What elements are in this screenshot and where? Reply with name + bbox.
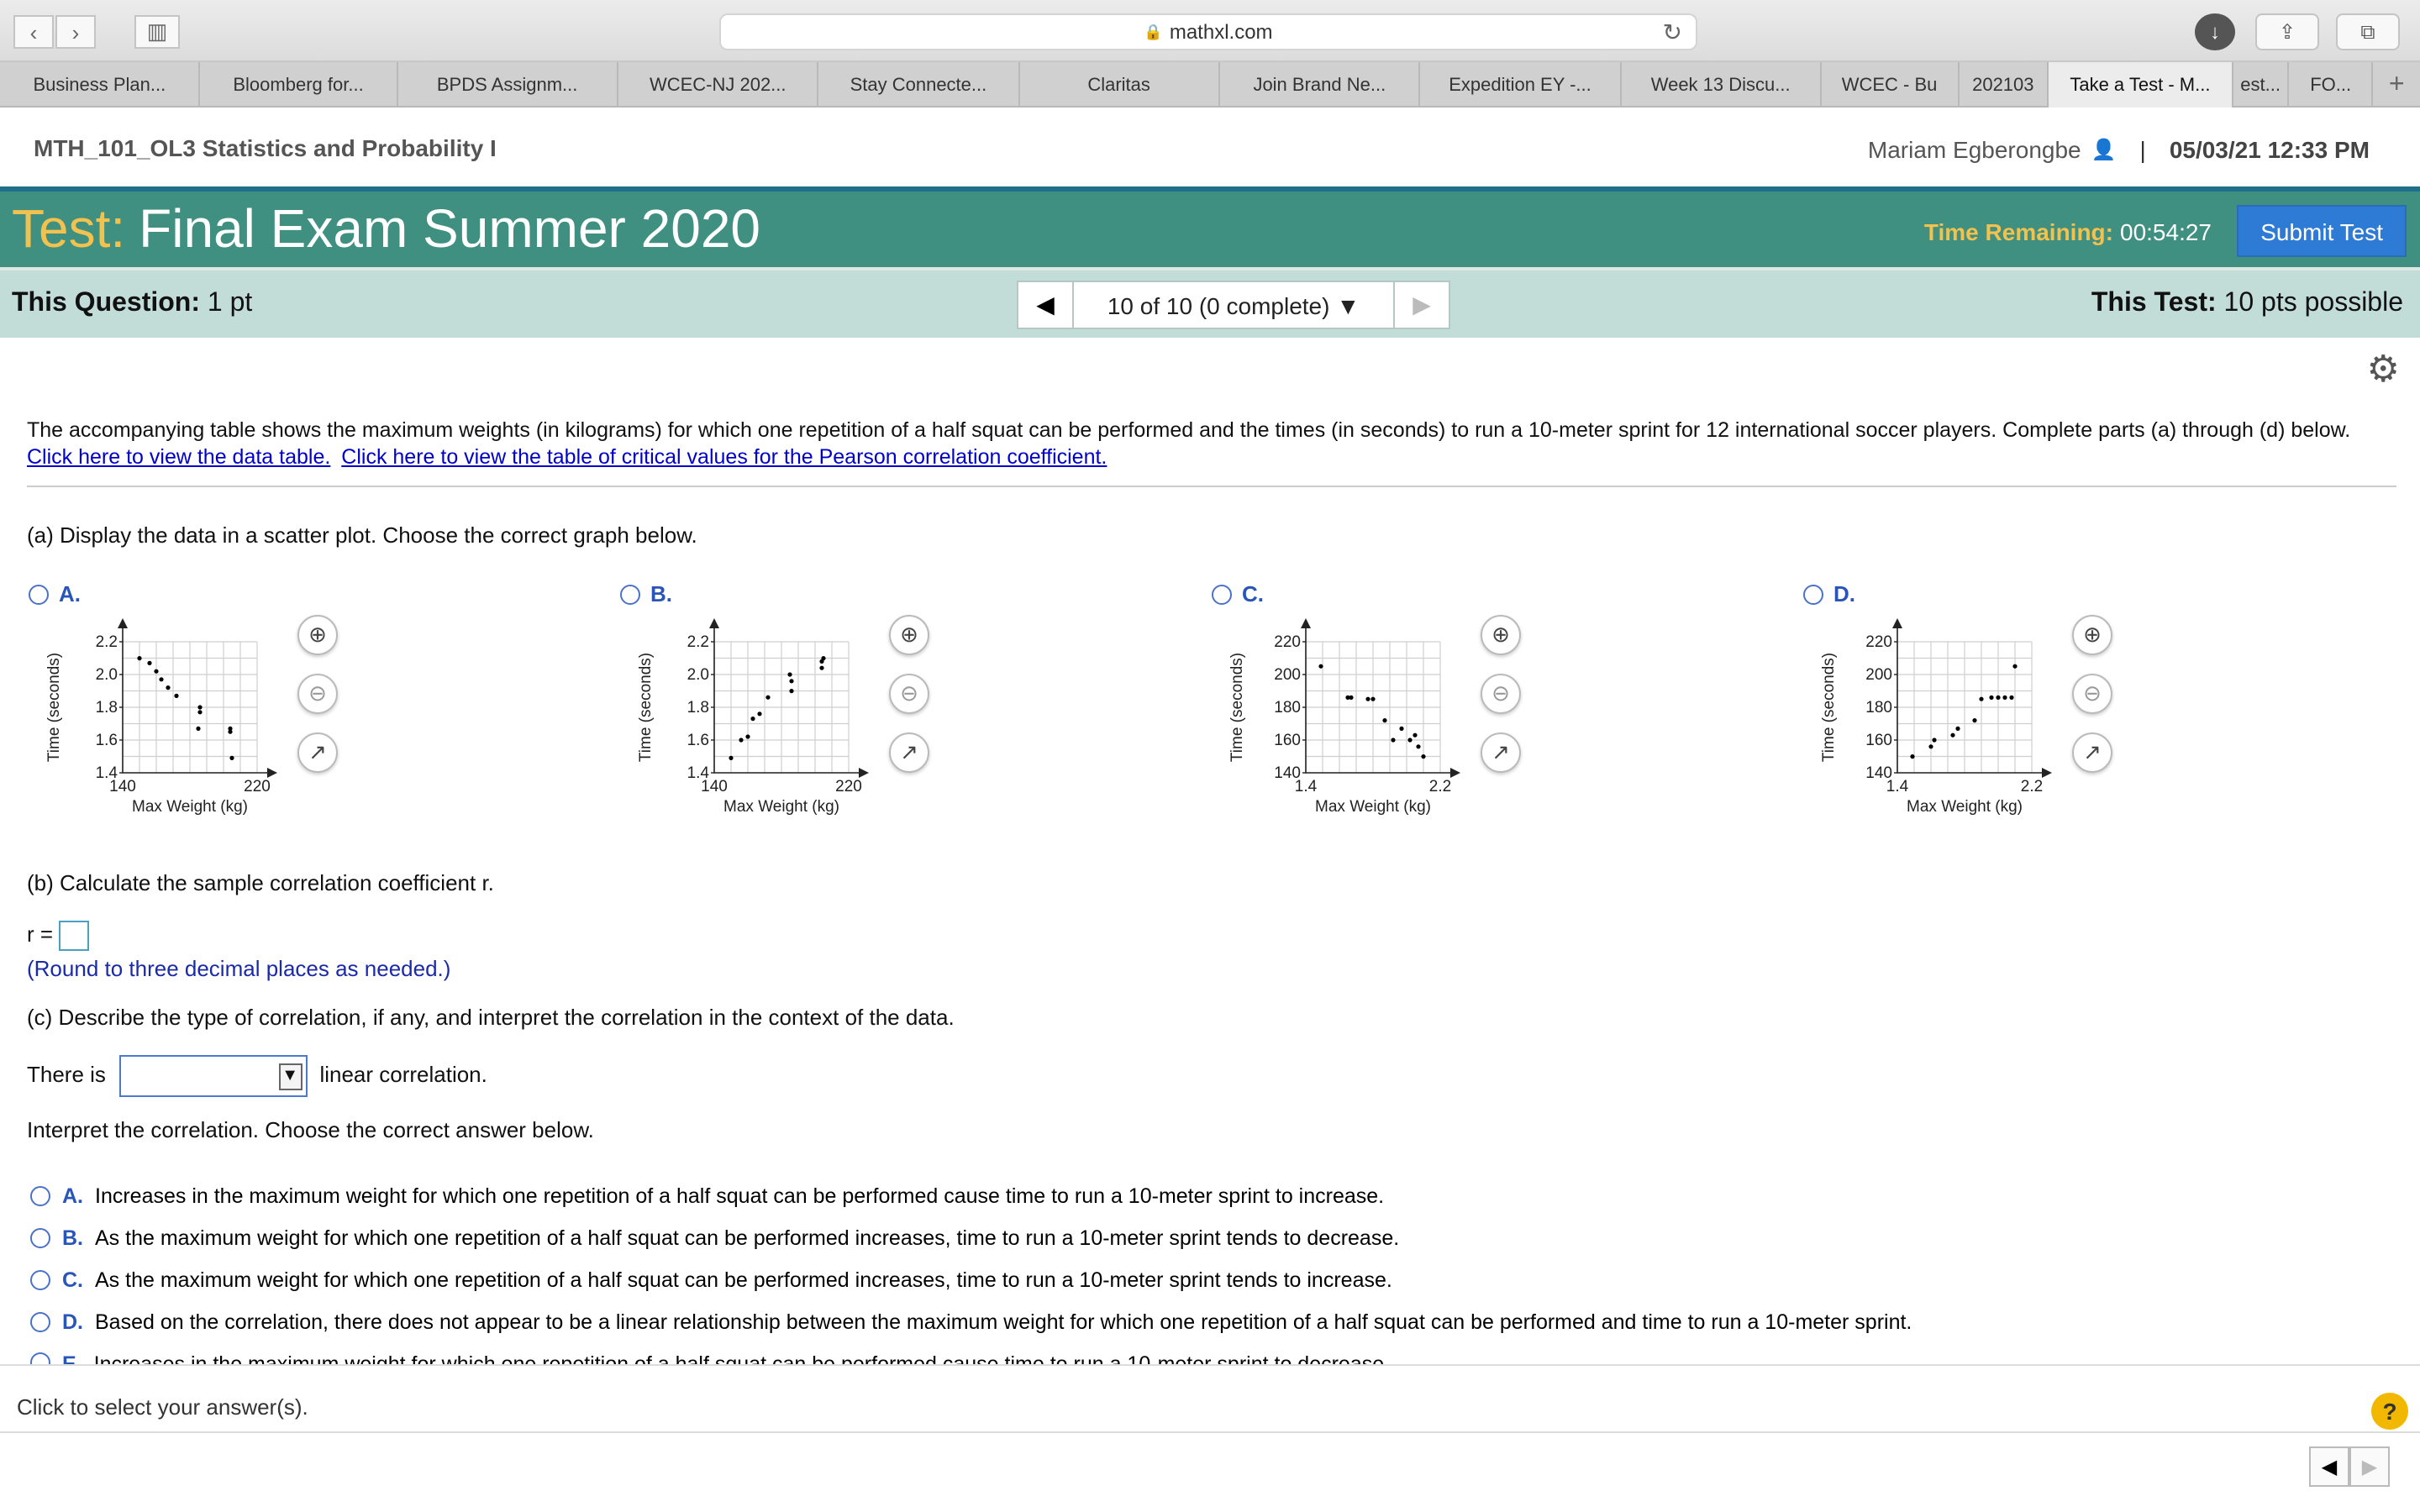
graph-option-d <box>1803 581 2139 850</box>
interpretation-radio[interactable] <box>30 1186 50 1206</box>
scatter-point <box>1950 733 1954 738</box>
scatter-point <box>1382 718 1386 722</box>
x-axis-label: Max Weight (kg) <box>1315 798 1431 816</box>
scatter-point <box>1413 733 1417 738</box>
x-tick-label: 220 <box>244 778 271 795</box>
linear-correlation-label: linear correlation. <box>319 1061 487 1087</box>
y-tick-label: 1.6 <box>95 732 118 749</box>
scatter-point <box>1910 754 1914 759</box>
open-external-icon[interactable]: ↗ <box>889 732 929 773</box>
interpret-prompt: Interpret the correlation. Choose the correct answer below. <box>27 1117 594 1142</box>
browser-tab[interactable]: Expedition EY -... <box>1421 62 1622 108</box>
scatter-point <box>757 711 761 716</box>
y-tick-label: 200 <box>1274 666 1301 684</box>
interpretation-text: Based on the correlation, there does not appear to be a linear relationship between the maximum weight for which one repetition of a half squat can be performed and time to run a 10-meter sprint. <box>95 1310 1912 1334</box>
interpretation-letter: B. <box>62 1226 83 1250</box>
browser-tab[interactable]: Stay Connecte... <box>819 62 1020 108</box>
y-axis-label: Time (seconds) <box>1228 652 1246 763</box>
x-tick-label: 2.2 <box>2020 778 2044 795</box>
x-axis-label: Max Weight (kg) <box>723 798 839 816</box>
graph-option-letter: B. <box>650 581 672 606</box>
scatter-point <box>729 756 733 760</box>
question-navigator <box>1017 281 1450 329</box>
x-axis-arrow <box>2042 768 2052 778</box>
scatter-point <box>196 727 200 731</box>
browser-tab[interactable]: Take a Test - M... <box>2049 62 2233 108</box>
part-b-prompt: (b) Calculate the sample correlation coefficient r. <box>27 870 494 895</box>
y-tick-label: 2.0 <box>687 666 709 684</box>
x-axis-arrow <box>859 768 869 778</box>
scatter-point <box>1370 697 1375 701</box>
interpretation-letter: A. <box>62 1184 83 1208</box>
x-tick-label: 2.2 <box>1428 778 1452 795</box>
x-tick-label: 1.4 <box>1886 778 1909 795</box>
y-tick-label: 200 <box>1865 666 1892 684</box>
scatter-plot <box>1225 612 1477 830</box>
scatter-point <box>1989 696 1993 700</box>
zoom-in-icon[interactable]: ⊕ <box>1481 615 1521 655</box>
y-axis-label: Time (seconds) <box>1820 652 1838 763</box>
x-axis-label: Max Weight (kg) <box>132 798 248 816</box>
this-question-label: This Question: <box>12 289 200 318</box>
user-icon: 👤 <box>2091 138 2117 161</box>
scatter-point <box>1972 718 1976 722</box>
scatter-point <box>1391 738 1395 742</box>
interpretation-radio[interactable] <box>30 1270 50 1290</box>
forward-button[interactable]: › <box>55 15 96 49</box>
graph-option-radio[interactable] <box>620 584 640 604</box>
submit-test-button[interactable]: Submit Test <box>2237 205 2407 257</box>
date-time: 05/03/21 12:33 PM <box>2169 136 2370 163</box>
graph-option-letter: D. <box>1833 581 1855 606</box>
question-bar <box>0 270 2420 338</box>
zoom-in-icon[interactable]: ⊕ <box>2072 615 2112 655</box>
correlation-type-select[interactable] <box>118 1055 307 1097</box>
y-tick-label: 1.6 <box>687 732 709 749</box>
zoom-out-icon[interactable]: ⊖ <box>2072 674 2112 714</box>
x-axis-label: Max Weight (kg) <box>1907 798 2023 816</box>
scatter-point <box>197 705 202 709</box>
new-tab-button[interactable]: + <box>2388 70 2405 98</box>
test-label: Test: <box>12 198 126 259</box>
graph-option-b <box>620 581 956 850</box>
browser-tab[interactable]: FO... <box>2290 62 2373 108</box>
download-icon[interactable]: ↓ <box>2195 13 2235 50</box>
browser-tab[interactable]: Business Plan... <box>0 62 201 108</box>
question-select-text: 10 of 10 (0 complete) <box>1107 291 1330 318</box>
part-c-prompt: (c) Describe the type of correlation, if any, and interpret the correlation in the context of the data. <box>27 1005 955 1030</box>
y-tick-label: 180 <box>1865 699 1892 717</box>
scatter-point <box>1407 738 1412 742</box>
y-tick-label: 1.8 <box>687 699 709 717</box>
scatter-point <box>789 679 793 683</box>
y-tick-label: 1.8 <box>95 699 118 717</box>
y-tick-label: 220 <box>1274 633 1301 651</box>
axis-lines <box>123 622 274 773</box>
axis-lines <box>714 622 865 773</box>
scatter-point <box>137 656 141 660</box>
critical-values-link[interactable]: Click here to view the table of critical values for the Pearson correlation coefficient. <box>341 445 1107 469</box>
scatter-point <box>1421 754 1425 759</box>
y-tick-label: 1.4 <box>95 764 118 782</box>
y-tick-label: 140 <box>1865 764 1892 782</box>
open-external-icon[interactable]: ↗ <box>2072 732 2112 773</box>
footer-prev-button[interactable]: ◀ <box>2309 1446 2349 1487</box>
time-remaining <box>1924 192 2212 270</box>
y-tick-label: 1.4 <box>687 764 709 782</box>
y-axis-arrow <box>1301 618 1311 628</box>
footer <box>0 1364 2420 1512</box>
scatter-point <box>789 689 793 693</box>
x-tick-label: 1.4 <box>1294 778 1318 795</box>
scatter-point <box>166 685 170 690</box>
x-tick-label: 140 <box>109 778 136 795</box>
browser-tab-strip <box>0 62 2420 108</box>
browser-tab[interactable]: WCEC-NJ 202... <box>618 62 819 108</box>
browser-tab[interactable]: Claritas <box>1019 62 1220 108</box>
graph-option-c <box>1212 581 1548 850</box>
y-axis-arrow <box>1892 618 1902 628</box>
scatter-point <box>1928 744 1933 748</box>
scatter-point <box>1996 696 2000 700</box>
x-axis-arrow <box>1450 768 1460 778</box>
browser-tab[interactable]: est... <box>2233 62 2290 108</box>
data-table-link[interactable]: Click here to view the data table. <box>27 445 331 469</box>
axis-lines <box>1306 622 1457 773</box>
scatter-point <box>821 656 825 660</box>
scatter-point <box>2012 664 2017 669</box>
r-answer-input[interactable] <box>59 921 89 951</box>
scatter-plot <box>42 612 294 830</box>
footer-next-button[interactable]: ▶ <box>2349 1446 2390 1487</box>
this-test <box>2091 289 2403 319</box>
graph-option-letter: A. <box>59 581 81 606</box>
this-question-value: 1 pt <box>207 289 253 318</box>
graph-option-radio[interactable] <box>29 584 49 604</box>
scatter-point <box>2002 696 2007 700</box>
interpretation-letter: C. <box>62 1268 83 1292</box>
browser-tab[interactable]: Week 13 Discu... <box>1621 62 1822 108</box>
lock-icon: 🔒 <box>1144 23 1163 39</box>
interpretation-option[interactable] <box>30 1268 1392 1292</box>
scatter-point <box>197 710 202 714</box>
test-header <box>0 192 2420 270</box>
y-axis-arrow <box>709 618 719 628</box>
scatter-plot <box>634 612 886 830</box>
y-axis-label: Time (seconds) <box>637 652 655 763</box>
interpretation-option[interactable] <box>30 1352 1390 1362</box>
previous-question-button[interactable]: ◀ <box>1017 281 1074 329</box>
y-tick-label: 2.2 <box>687 633 709 651</box>
interpretation-text: Increases in the maximum weight for which one repetition of a half squat can be performed cause time to run a 10-meter sprint to increase. <box>95 1184 1385 1208</box>
y-tick-label: 2.2 <box>95 633 118 651</box>
scatter-point <box>1399 727 1403 731</box>
interpretation-radio[interactable] <box>30 1228 50 1248</box>
scatter-point <box>750 717 755 721</box>
course-header <box>0 108 2420 192</box>
interpretation-option[interactable] <box>30 1310 1912 1334</box>
interpretation-text: As the maximum weight for which one repetition of a half squat can be performed increases, time to run a 10-meter sprint tends to decrease. <box>95 1226 1400 1250</box>
scatter-point <box>229 756 234 760</box>
y-tick-label: 180 <box>1274 699 1301 717</box>
back-button[interactable]: ‹ <box>13 15 54 49</box>
this-question <box>12 289 252 319</box>
help-icon[interactable]: ? <box>2371 1393 2408 1430</box>
share-icon[interactable]: ⇪ <box>2255 13 2319 50</box>
open-external-icon[interactable]: ↗ <box>1481 732 1521 773</box>
scatter-plot <box>1817 612 2069 830</box>
interpretation-text: As the maximum weight for which one repetition of a half squat can be performed increases, time to run a 10-meter sprint tends to increase. <box>95 1268 1392 1292</box>
scatter-point <box>159 677 163 681</box>
time-remaining-label: Time Remaining: <box>1923 218 2113 244</box>
question-select[interactable] <box>1074 281 1393 329</box>
browser-tab[interactable]: BPDS Assignm... <box>397 62 618 108</box>
zoom-in-icon[interactable]: ⊕ <box>889 615 929 655</box>
r-label: r = <box>27 921 54 947</box>
scatter-point <box>739 738 743 742</box>
axis-lines <box>1897 622 2049 773</box>
scatter-point <box>787 672 792 676</box>
scatter-point <box>174 694 178 698</box>
y-tick-label: 160 <box>1274 732 1301 749</box>
y-tick-label: 160 <box>1865 732 1892 749</box>
user-name[interactable]: Mariam Egberongbe <box>1867 136 2081 163</box>
y-axis-arrow <box>118 618 128 628</box>
y-tick-label: 220 <box>1865 633 1892 651</box>
course-title: MTH_101_OL3 Statistics and Probability I <box>34 134 497 160</box>
scatter-point <box>2009 696 2013 700</box>
divider <box>27 486 2396 487</box>
scatter-point <box>1365 697 1370 701</box>
intro-text: The accompanying table shows the maximum weights (in kilograms) for which one repetition of a half squat can be performed and the times (in seconds) to run a 10-meter sprint for 12 international soccer players. Complete parts (a) through (d) below. <box>27 418 2351 442</box>
scatter-point <box>1318 664 1323 669</box>
scatter-point <box>765 696 770 700</box>
url-text: mathxl.com <box>1169 20 1273 44</box>
zoom-in-icon[interactable]: ⊕ <box>297 615 338 655</box>
this-test-label: This Test: <box>2091 289 2217 318</box>
browser-tab[interactable]: 202103 <box>1959 62 2049 108</box>
x-tick-label: 220 <box>835 778 862 795</box>
zoom-out-icon[interactable]: ⊖ <box>1481 674 1521 714</box>
graph-option-radio[interactable] <box>1803 584 1823 604</box>
y-axis-label: Time (seconds) <box>45 652 63 763</box>
scatter-point <box>154 669 158 674</box>
time-remaining-value: 00:54:27 <box>2120 218 2212 244</box>
scatter-point <box>1979 697 1983 701</box>
test-name: Final Exam Summer 2020 <box>139 198 760 259</box>
scatter-point <box>1932 738 1936 742</box>
question-intro <box>27 417 2396 487</box>
separator: | <box>2139 136 2146 163</box>
scatter-point <box>1955 727 1960 731</box>
open-external-icon[interactable]: ↗ <box>297 732 338 773</box>
there-is-label: There is <box>27 1061 106 1087</box>
scatter-point <box>745 734 750 738</box>
x-tick-label: 140 <box>701 778 728 795</box>
round-hint: (Round to three decimal places as needed.) <box>27 956 451 981</box>
tabs-overview-icon[interactable]: ⧉ <box>2336 13 2400 50</box>
browser-tab[interactable]: Join Brand Ne... <box>1220 62 1421 108</box>
this-test-value: 10 pts possible <box>2223 289 2403 318</box>
dropdown-arrow-icon: ▼ <box>278 1063 302 1089</box>
scatter-point <box>1349 696 1353 700</box>
x-axis-arrow <box>267 768 277 778</box>
gear-icon[interactable]: ⚙ <box>2366 348 2400 390</box>
next-question-button[interactable]: ▶ <box>1393 281 1450 329</box>
interpretation-letter: D. <box>62 1310 83 1334</box>
zoom-out-icon[interactable]: ⊖ <box>889 674 929 714</box>
scatter-point <box>147 661 151 665</box>
zoom-out-icon[interactable]: ⊖ <box>297 674 338 714</box>
browser-toolbar <box>0 0 2420 62</box>
y-tick-label: 2.0 <box>95 666 118 684</box>
scatter-point <box>228 730 232 734</box>
graph-option-radio[interactable] <box>1212 584 1232 604</box>
interpretation-radio[interactable] <box>30 1312 50 1332</box>
interpretation-option[interactable] <box>30 1226 1399 1250</box>
address-bar[interactable] <box>719 13 1697 50</box>
graph-option-letter: C. <box>1242 581 1264 606</box>
interpretation-option[interactable] <box>30 1184 1384 1208</box>
graph-option-a <box>29 581 365 850</box>
chevron-down-icon: ▼ <box>1336 291 1360 318</box>
reload-icon[interactable]: ↻ <box>1662 18 1682 45</box>
y-tick-label: 140 <box>1274 764 1301 782</box>
browser-tab[interactable]: WCEC - Bu <box>1822 62 1959 108</box>
scatter-point <box>819 666 823 670</box>
browser-tab[interactable]: Bloomberg for... <box>201 62 398 108</box>
sidebar-toggle-icon[interactable]: ▥ <box>134 15 180 49</box>
part-a-prompt: (a) Display the data in a scatter plot. Choose the correct graph below. <box>27 522 697 548</box>
footer-instruction: Click to select your answer(s). <box>17 1394 308 1420</box>
footer-divider <box>0 1431 2420 1433</box>
scatter-point <box>1416 744 1420 748</box>
